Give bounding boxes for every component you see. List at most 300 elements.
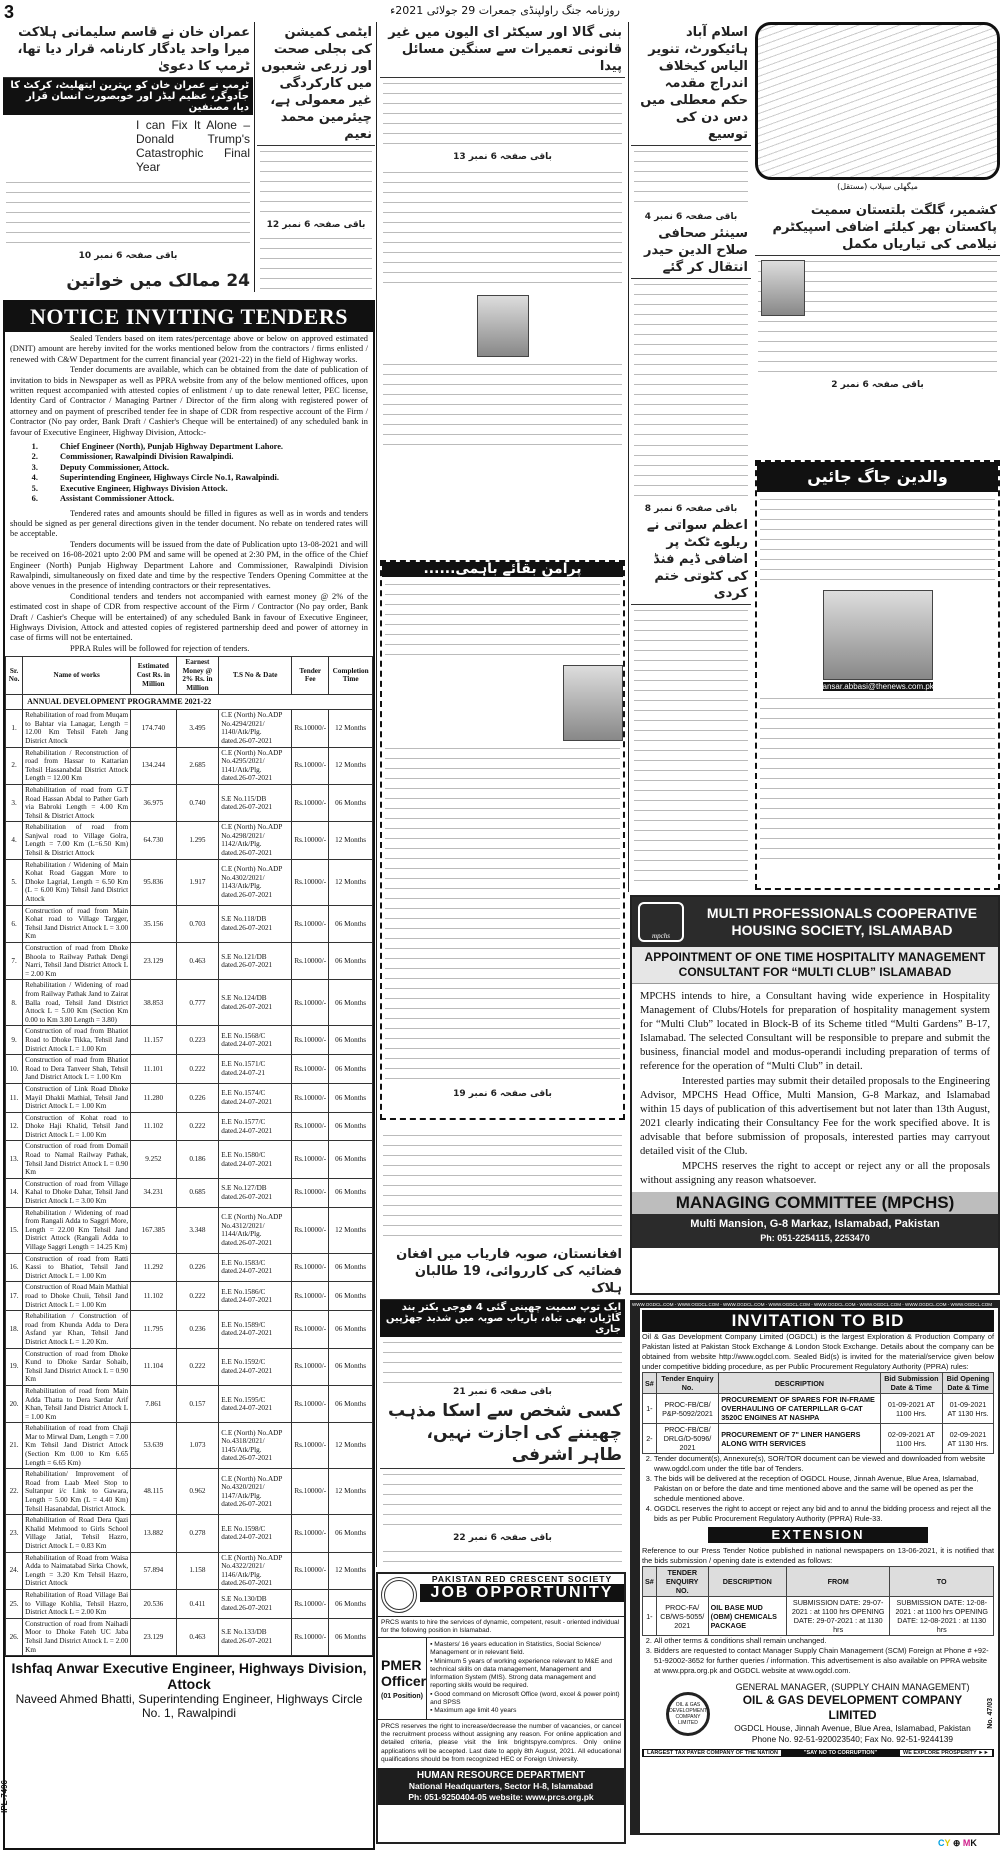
serial-number: 12. <box>6 1112 23 1141</box>
nuclear-continued: باقی صفحہ 6 نمبر 12 <box>266 220 366 230</box>
page-number: 3 <box>4 2 15 22</box>
earnest-money: 0.222 <box>176 1348 219 1385</box>
ts-number-date: C.E (North) No.ADP No.4295/2021/ 1141/Atk/Plg. dated.26-07-2021 <box>219 747 292 784</box>
completion-time: 06 Months <box>329 1385 373 1422</box>
estimated-cost: 53.639 <box>131 1423 176 1469</box>
earnest-money: 0.236 <box>176 1311 219 1348</box>
work-name: Construction of road from Bhatiot Road to Dhoke Tikka, Tehsil Jand District Attock L = 1.00 Km <box>23 1026 131 1055</box>
ts-number-date: E.E No.1598/C dated.24-07-2021 <box>219 1515 292 1552</box>
tender-para-4: Tenders documents will be issued from the date of Publication upto 13-08-2021 and will be received on 16-08-2021 upto 2:00 PM and same will be opened at 2:30 PM, in the office of the Chief Engineer (North) Punjab Highway Department Lahore and Commissioner, Rawalpindi Division Rawalpindi, simultaneously on fixed date and time by the respective Tenders Opening Committee at the above venues in the presence of intending contractors or their representatives. <box>10 539 368 591</box>
bid-column-header: Bid Submission Date & Time <box>880 1373 942 1394</box>
work-name: Construction of Link Road Dhoke Mayil Dhakli Mathial, Tehsil Jand District Attock L = 1.00 Km <box>23 1083 131 1112</box>
ts-number-date: E.E No.1577/C dated.24-07-2021 <box>219 1112 292 1141</box>
ashrafi-continued: باقی صفحہ 6 نمبر 22 <box>453 1533 552 1543</box>
lead-strapline: ٹرمپ نے عمران خان کو بہترین ایتھلیٹ، کرکٹ کا جادوگر، عظیم لیڈر اور خوبصورت انسان قرار دیا، مصنفین <box>3 78 253 115</box>
earnest-money: 0.278 <box>176 1515 219 1552</box>
ashrafi-headline: کسی شخص سے اسکا مذہب چھیننے کی اجازت نہیں، طاہر اشرفی <box>380 1398 625 1469</box>
mpchs-logo-icon: mpchs <box>638 902 684 942</box>
tender-fee: Rs.10000/- <box>292 1515 329 1552</box>
work-name: Rehabilitation / Widening of road from Railway Pathak Jand to Zairat Balla road, Tehsil Jand District Attock L = 5.00 Km (Section Km 0.00 to Km 3.80 Length = 3.80) <box>23 980 131 1026</box>
ogdcl-phone: Phone No. 92-51-920023540; Fax No. 92-51-9244139 <box>751 1734 954 1744</box>
estimated-cost: 11.101 <box>131 1055 176 1084</box>
earnest-money: 0.740 <box>176 784 219 821</box>
ext-from: SUBMISSION DATE: 29-07-2021 : at 1100 hrs OPENING DATE: 29-07-2021 : at 1130 hrs <box>786 1597 890 1636</box>
ogdcl-ad <box>630 1300 1000 1835</box>
lead-story <box>3 22 253 292</box>
completion-time: 06 Months <box>329 1311 373 1348</box>
lead-book-title: I can Fix It Alone – Donald Trump's Catastrophic Final Year <box>136 118 250 174</box>
work-name: Rehabilitation / Construction of road from Khunda Adda to Dera Asfand yar Khan, Tehsil Jand District Attock L = 1.20 Km. <box>23 1311 131 1348</box>
earnest-money: 0.222 <box>176 1112 219 1141</box>
earnest-money: 0.223 <box>176 1026 219 1055</box>
ogdcl-company: OIL & GAS DEVELOPMENT COMPANY LIMITED <box>742 1693 963 1722</box>
tender-row <box>6 710 373 747</box>
ogdcl-side-strip <box>632 1308 640 1833</box>
nuclear-more-text <box>260 235 372 292</box>
serial-number: 20. <box>6 1385 23 1422</box>
peace-headline: پرامن بقائے باہمی...... <box>382 562 623 577</box>
serial-number: 3. <box>6 784 23 821</box>
completion-time: 12 Months <box>329 1423 373 1469</box>
estimated-cost: 57.894 <box>131 1552 176 1589</box>
peace-column <box>380 560 625 1120</box>
tender-fee: Rs.10000/- <box>292 859 329 905</box>
ogdcl-address: OGDCL House, Jinnah Avenue, Blue Area, Islamabad, Pakistan <box>734 1723 971 1733</box>
completion-time: 06 Months <box>329 1055 373 1084</box>
completion-time: 06 Months <box>329 1282 373 1311</box>
mpchs-ad <box>630 895 1000 1295</box>
tender-fee: Rs.10000/- <box>292 1253 329 1282</box>
estimated-cost: 13.882 <box>131 1515 176 1552</box>
mpchs-header <box>632 897 998 947</box>
completion-time: 06 Months <box>329 905 373 942</box>
signature-executive-engineer: Ishfaq Anwar Executive Engineer, Highways Division, Attock <box>5 1656 373 1692</box>
tender-column-header: Name of works <box>23 657 131 694</box>
tender-fee: Rs.10000/- <box>292 710 329 747</box>
work-name: Construction of Kohat road to Dhoke Haji Khalid, Tehsil Jand District Attock L = 1.00 Km <box>23 1112 131 1141</box>
prcs-dept: HUMAN RESOURCE DEPARTMENT <box>416 1769 586 1781</box>
vaccine-body-text <box>634 442 748 502</box>
extension-column-header: S# <box>643 1567 657 1597</box>
serial-number: 24. <box>6 1552 23 1589</box>
bid-opening: 02-09-2021 AT 1130 Hrs. <box>943 1424 994 1454</box>
peace-body-text-2 <box>385 745 620 1085</box>
estimated-cost: 36.975 <box>131 784 176 821</box>
tender-column-header: Sr. No. <box>6 657 23 694</box>
estimated-cost: 7.861 <box>131 1385 176 1422</box>
nuclear-body-text <box>260 148 372 218</box>
serial-number: 16. <box>6 1253 23 1282</box>
serial-number: 25. <box>6 1589 23 1618</box>
estimated-cost: 9.252 <box>131 1141 176 1178</box>
news-photo <box>761 260 805 316</box>
earnest-money: 0.222 <box>176 1055 219 1084</box>
ts-number-date: E.E No.1568/C dated.24-07-2021 <box>219 1026 292 1055</box>
tender-office-item: 6. Assistant Commissioner Attock. <box>40 494 368 504</box>
serial-number: 8. <box>6 980 23 1026</box>
tender-row <box>6 1253 373 1282</box>
ext-serial: 1- <box>643 1597 657 1636</box>
ogdcl-note: 4. OGDCL reserves the right to accept or reject any bid and to annul the bidding process and reject all the bids as per Public Procurement Regulatory Authority (PPRA) Rule-33. <box>654 1504 994 1524</box>
lead-headline: عمران خان نے قاسم سلیمانی ہلاکت میرا واحد یادگار کارنامہ قرار دیا تھا، ٹرمپ کا دعویٰ <box>3 22 253 78</box>
ts-number-date: C.E (North) No.ADP No.4294/2021/ 1140/Atk/Plg. dated.26-07-2021 <box>219 710 292 747</box>
work-name: Rehabilitation / Widening of Main Kohat Road Gaggan More to Dhoke Lagrial, Length = 6.50 Km (L = 6.00 Km) Tehsil Jand District Attock <box>23 859 131 905</box>
reg-mark-m: M <box>962 1838 971 1848</box>
ogdcl-intro: Oil & Gas Development Company Limited (OGDCL) is the largest Exploration & Production Company of Pakistan listed at Pakistan Stock Exchange & London Stock Exchange. Details about the company can be obtained from website http://www.ogdcl.com. Sealed Bid(s) is invited for the material/service given below under competitive bidding procedure, as per Public Procurement Regulatory Authority (PPRA) rules: <box>642 1332 994 1371</box>
peace-continued: باقی صفحہ 6 نمبر 19 <box>453 1089 552 1099</box>
prcs-position-title: PMER Officer <box>381 1656 427 1689</box>
tender-row <box>6 1178 373 1207</box>
mpchs-subtitle-line1: APPOINTMENT OF ONE TIME HOSPITALITY MANAGEMENT <box>644 950 986 964</box>
work-name: Construction of road from Bhatiot Road to Dera Tanveer Shah, Tehsil Jand District Attock L = 1.00 Km <box>23 1055 131 1084</box>
earnest-money: 0.222 <box>176 1282 219 1311</box>
mpchs-para-2: Interested parties may submit their detailed proposals to the Engineering Advisor, MPCHS Head Office, Multi Mansion, G-8 Markaz, and Islamabad within 15 days of publication of this advertisement but not later than 13th August, 2021 clearly indicating their Consultancy Fee for the work specified above. It is advisable that before submission of proposals, interested parties may carryout detailed visit of the Club. <box>640 1076 990 1157</box>
serial-number: 4. <box>6 822 23 859</box>
bid-submission: 01-09-2021 AT 1100 Hrs. <box>880 1394 942 1424</box>
lead-continued: باقی صفحہ 6 نمبر 10 <box>78 251 178 261</box>
earnest-money: 0.703 <box>176 905 219 942</box>
ogdcl-note: 3. The bids will be delivered at the reception of OGDCL House, Jinnah Avenue, Blue Area, Islamabad, Pakistan on or before the date and time mentioned above and the same will be opened as per the schedule mentioned above. <box>654 1474 994 1504</box>
tender-row <box>6 859 373 905</box>
ogdcl-seal-icon: OIL & GAS DEVELOPMENT COMPANY LIMITED <box>666 1692 710 1736</box>
vaccine-continued: باقی صفحہ 6 نمبر 8 <box>644 504 738 514</box>
bid-opening: 01-09-2021 AT 1130 Hrs. <box>943 1394 994 1424</box>
serial-number: 19. <box>6 1348 23 1385</box>
reg-mark-k: K <box>970 1838 977 1848</box>
ihc-headline: اسلام آباد ہائیکورٹ، تنویر الیاس کیخلاف اندراج مقدمہ حکم معطلی میں دس دن کی توسیع <box>631 22 751 146</box>
tender-fee: Rs.10000/- <box>292 1589 329 1618</box>
completion-time: 12 Months <box>329 859 373 905</box>
tender-fee: Rs.10000/- <box>292 905 329 942</box>
bid-serial: 1- <box>643 1394 657 1424</box>
ts-number-date: S.E No.127/DB dated.26-07-2021 <box>219 1178 292 1207</box>
bid-serial: 2- <box>643 1424 657 1454</box>
columnist-email[interactable]: ansar.abbasi@thenews.com.pk <box>822 682 934 691</box>
afghan-body-text <box>383 1339 622 1385</box>
completion-time: 12 Months <box>329 1552 373 1589</box>
tender-fee: Rs.10000/- <box>292 1423 329 1469</box>
parents-body-text <box>760 496 995 586</box>
serial-number: 6. <box>6 905 23 942</box>
extension-column-header: TENDER ENQUIRY NO. <box>656 1567 708 1597</box>
extension-column-header: TO <box>890 1567 994 1597</box>
nuclear-headline: ایٹمی کمیشن کی بجلی صحت اور زرعی شعبوں میں کارکردگی غیر معمولی ہے، چیئرمین محمد نعیم <box>257 22 375 146</box>
tender-fee: Rs.10000/- <box>292 1552 329 1589</box>
slogan-right: WE EXPLORE PROSPERITY ►► <box>900 1750 992 1756</box>
serial-number: 18. <box>6 1311 23 1348</box>
registration-marks <box>938 1838 977 1849</box>
parents-headline: والدین جاگ جائیں <box>757 462 998 492</box>
work-name: Rehabilitation / Reconstruction of road from Hassar to Kattarian Tehsil Hassanabdal District Attock Length = 12.00 Km <box>23 747 131 784</box>
earnest-money: 0.777 <box>176 980 219 1026</box>
ts-number-date: E.E No.1583/C dated.24-07-2021 <box>219 1253 292 1282</box>
earnest-money: 0.186 <box>176 1141 219 1178</box>
bid-column-header: Tender Enquiry No. <box>656 1373 718 1394</box>
ogdcl-slogan-bar <box>642 1749 994 1757</box>
ts-number-date: E.E No.1571/C dated.24-07-21 <box>219 1055 292 1084</box>
estimated-cost: 64.730 <box>131 822 176 859</box>
work-name: Construction of road from Domail Road to Namal Railway Pathak, Tehsil Jand District Attock L = 0.90 Km <box>23 1141 131 1178</box>
serial-number: 1. <box>6 710 23 747</box>
work-name: Rehabilitation of Road Village Bai to Village Kohlia, Tehsil Hazro, District Attock L = 2.00 Km <box>23 1589 131 1618</box>
completion-time: 06 Months <box>329 1141 373 1178</box>
work-name: Rehabilitation of road from Main Adda Thatta to Dera Sardar Arif Khan, Tehsil Jand District Attock L = 1.00 Km <box>23 1385 131 1422</box>
ts-number-date: C.E (North) No.ADP No.4318/2021/ 1145/Atk/Plg. dated.26-07-2021 <box>219 1423 292 1469</box>
programme-label: ANNUAL DEVELOPMENT PROGRAMME 2021-22 <box>23 694 373 710</box>
completion-time: 06 Months <box>329 1026 373 1055</box>
prcs-footer <box>378 1768 624 1805</box>
tender-row <box>6 1207 373 1253</box>
ts-number-date: E.E No.1592/C dated.24-07-2021 <box>219 1348 292 1385</box>
prcs-title: JOB OPPORTUNITY <box>420 1584 624 1602</box>
tender-row <box>6 1348 373 1385</box>
column-rule <box>628 22 629 892</box>
mpchs-address: Multi Mansion, G-8 Markaz, Islamabad, Pakistan <box>690 1218 940 1230</box>
tender-row <box>6 1026 373 1055</box>
column-rule <box>254 22 255 292</box>
tender-fee: Rs.10000/- <box>292 1207 329 1253</box>
estimated-cost: 34.231 <box>131 1178 176 1207</box>
completion-time: 06 Months <box>329 1112 373 1141</box>
earnest-money: 3.348 <box>176 1207 219 1253</box>
tender-para-5: Conditional tenders and tenders not accompanied with earnest money @ 2% of the estimated cost in shape of CDR from respective account of the Firm / Contractor (No pay order, Bank Draft / Cashier's Cheque will be entertained) of any scheduled Bank in favour of Executive Engineer, Highways Division, Attock and attested copies of registered partnership deed and power of attorney in case of firms will not be entertained. <box>10 591 368 643</box>
tender-fee: Rs.10000/- <box>292 1141 329 1178</box>
earnest-money: 0.463 <box>176 943 219 980</box>
extension-title: EXTENSION <box>708 1527 928 1543</box>
ts-number-date: E.E No.1589/C dated.24-07-2021 <box>219 1311 292 1348</box>
peace-body-text <box>385 581 620 661</box>
earnest-money: 1.158 <box>176 1552 219 1589</box>
serial-number: 15. <box>6 1207 23 1253</box>
estimated-cost: 48.115 <box>131 1469 176 1515</box>
mpchs-org-line1: MULTI PROFESSIONALS COOPERATIVE <box>706 905 978 921</box>
crescent-logo-icon <box>381 1577 417 1613</box>
ogdcl-title: INVITATION TO BID <box>642 1310 994 1332</box>
railway-story <box>631 440 751 890</box>
mpchs-para-1: MPCHS intends to hire, a Consultant having wide experience in Hospitality Management of Clubs/Hotels for preparation of hospitality management system for “Multi Club” located in Block-B of its Scheme titled “Multi Gardens” B-17, Islamabad. The selected Consultant will be responsible to prepare and submit the business, financial model and modus-operandi including preparation of terms of reference for the operation of “Multi Club” in detail. <box>640 991 990 1072</box>
ts-number-date: C.E (North) No.ADP No.4312/2021/ 1144/Atk/Plg. dated.26-07-2021 <box>219 1207 292 1253</box>
ts-number-date: S.E No.118/DB dated.26-07-2021 <box>219 905 292 942</box>
earnest-money: 0.685 <box>176 1178 219 1207</box>
completion-time: 06 Months <box>329 1589 373 1618</box>
completion-time: 06 Months <box>329 1618 373 1655</box>
tender-row <box>6 1141 373 1178</box>
prcs-address: National Headquarters, Sector H-8, Islamabad <box>408 1780 594 1791</box>
ogdcl-gm: GENERAL MANAGER, (SUPPLY CHAIN MANAGEMENT) <box>735 1682 970 1692</box>
parents-body-text-2 <box>760 695 995 865</box>
ts-number-date: C.E (North) No.ADP No.4298/2021/ 1142/Atk/Plg. dated.26-07-2021 <box>219 822 292 859</box>
serial-number: 2. <box>6 747 23 784</box>
tender-fee: Rs.10000/- <box>292 1469 329 1515</box>
tender-fee: Rs.10000/- <box>292 1618 329 1655</box>
bani-gala-body-text <box>383 80 622 150</box>
afghan-strapline: ایک توپ سمیت چھینی گئی 4 فوجی بکتر بند گاڑیاں بھی تباہ، باریاب صوبہ میں شدید جھڑپیں جاری <box>380 1300 625 1337</box>
ts-number-date: S.E No.130/DB dated.26-07-2021 <box>219 1589 292 1618</box>
tender-office-item: 1. Chief Engineer (North), Punjab Highway Department Lahore. <box>40 442 368 452</box>
tender-office-item: 4. Superintending Engineer, Highways Circle No.1, Rawalpindi. <box>40 473 368 483</box>
masthead-date: روزنامہ جنگ راولپنڈی جمعرات 29 جولائی 2021ء <box>390 4 620 17</box>
bid-row <box>643 1424 994 1454</box>
lower-middle-text <box>383 1132 622 1242</box>
tender-fee: Rs.10000/- <box>292 980 329 1026</box>
ihc-story <box>631 22 751 442</box>
prcs-terms: PRCS reserves the right to increase/decrease the number of vacancies, or cancel the recruitment process without assigning any reason. For online application and detailed criteria, please visit the link brightspyre.com/prcs. Only online applications will be accepted. Last date to apply 8th August, 2021. All educational qualifications should be from recognized HEC or Foreign University. <box>381 1722 621 1764</box>
earnest-money: 0.463 <box>176 1618 219 1655</box>
serial-number: 10. <box>6 1055 23 1084</box>
extension-intro: Reference to our Press Tender Notice published in national newspapers on 13-06-2021, it is notified that the bids submission / opening date is extended as follows: <box>642 1546 994 1565</box>
serial-number: 26. <box>6 1618 23 1655</box>
work-name: Construction of road from Dhoke Kund to Dhoke Sardar Sohaib, Tehsil Jand District Attock L = 0.90 Km <box>23 1348 131 1385</box>
extension-row <box>643 1597 994 1636</box>
prcs-job-ad <box>376 1572 626 1844</box>
middle-body-text-2 <box>383 361 622 451</box>
tender-row <box>6 1083 373 1112</box>
bid-column-header: S# <box>643 1373 657 1394</box>
completion-time: 06 Months <box>329 943 373 980</box>
completion-time: 12 Months <box>329 1469 373 1515</box>
tender-fee: Rs.10000/- <box>292 1083 329 1112</box>
prcs-requirements <box>427 1638 624 1719</box>
parents-column <box>755 460 1000 890</box>
lead-body-text <box>6 179 250 249</box>
slogan-left: LARGEST TAX PAYER COMPANY OF THE NATION <box>644 1750 781 1756</box>
tender-row <box>6 1515 373 1552</box>
tender-fee: Rs.10000/- <box>292 1055 329 1084</box>
estimated-cost: 35.156 <box>131 905 176 942</box>
ts-number-date: C.E (North) No.ADP No.4322/2021/ 1146/Atk/Plg. dated.26-07-2021 <box>219 1552 292 1589</box>
estimated-cost: 134.244 <box>131 747 176 784</box>
reg-mark-c: C <box>938 1838 945 1848</box>
completion-time: 06 Months <box>329 1515 373 1552</box>
reg-mark-y: Y <box>944 1838 951 1848</box>
estimated-cost: 11.157 <box>131 1026 176 1055</box>
work-name: Rehabilitation of road from Chaji Mar to Mirwal Dam, Length = 7.00 Km Tehsil Jand District Attock (Section Km 0.00 to Km 6.65 Length = 6.65 Km) <box>23 1423 131 1469</box>
ts-number-date: E.E No.1580/C dated.24-07-2021 <box>219 1141 292 1178</box>
middle-body-text <box>383 169 622 289</box>
tender-fee: Rs.10000/- <box>292 784 329 821</box>
railway-headline: اعظم سواتی نے ریلوے ٹکٹ پر اضافی ڈیم فنڈ کی کٹوتی ختم کردی <box>631 515 751 605</box>
prcs-contact: Ph: 051-9250404-05 website: www.prcs.org.pk <box>408 1791 594 1802</box>
earnest-money: 0.411 <box>176 1589 219 1618</box>
serial-number: 14. <box>6 1178 23 1207</box>
signature-superintending-engineer: Naveed Ahmed Bhatti, Superintending Engineer, Highways Circle No. 1, Rawalpindi <box>15 1692 363 1721</box>
mpchs-committee: MANAGING COMMITTEE (MPCHS) <box>632 1192 998 1214</box>
completion-time: 12 Months <box>329 822 373 859</box>
programme-row <box>6 694 373 710</box>
estimated-cost: 11.292 <box>131 1253 176 1282</box>
serial-number: 17. <box>6 1282 23 1311</box>
work-name: Construction of road from Ratti Kassi to Bhatiot, Tehsil Jand District Attock L = 1.00 Km <box>23 1253 131 1282</box>
estimated-cost: 38.853 <box>131 980 176 1026</box>
columnist-photo <box>563 665 623 741</box>
ts-number-date: E.E No.1595/C dated.24-07-2021 <box>219 1385 292 1422</box>
estimated-cost: 11.280 <box>131 1083 176 1112</box>
tender-office-item: 3. Deputy Commissioner, Attock. <box>40 463 368 473</box>
tender-row <box>6 822 373 859</box>
journalist-headline: سینئر صحافی صلاح الدین حیدر انتقال کر گئے <box>631 223 751 279</box>
estimated-cost: 95.836 <box>131 859 176 905</box>
completion-time: 06 Months <box>329 980 373 1026</box>
tender-column-header: Estimated Cost Rs. in Million <box>131 657 176 694</box>
serial-number: 13. <box>6 1141 23 1178</box>
tender-enquiry-no: PROC-FB/CB/ P&P-5092/2021 <box>656 1394 718 1424</box>
tender-row <box>6 1112 373 1141</box>
prcs-header <box>378 1574 624 1617</box>
requirement-item: ▪ Maximum age limit 40 years <box>430 1707 621 1715</box>
ts-number-date: S.E No.121/DB dated.26-07-2021 <box>219 943 292 980</box>
tender-fee: Rs.10000/- <box>292 1178 329 1207</box>
estimated-cost: 23.129 <box>131 943 176 980</box>
ext-to: SUBMISSION DATE: 12-08-2021 : at 1100 hrs OPENING DATE: 12-08-2021 : at 1130 hrs <box>890 1597 994 1636</box>
estimated-cost: 11.102 <box>131 1282 176 1311</box>
ts-number-date: S.E No.124/DB dated.26-07-2021 <box>219 980 292 1026</box>
columnist-photo <box>823 590 933 680</box>
women-headline: 24 ممالک میں خواتین <box>3 268 253 292</box>
earnest-money: 2.685 <box>176 747 219 784</box>
tender-para-2: Tender documents are available, which can be obtained from the date of publication of invitation to bids in Newspaper as well as PPRA website from any of the below mentioned offices, upon written request accompanied with attested copies of enlistment / up to date renewal letter, PEC license, Identity Card of Contractor / Managing Partner / Director of the firm along with registered power of attorney and on payment of prescribed tender fee in shape of CDR from respective account of the Firm / Contractor (No pay order, Bank Draft / Cashier's Cheque will be entertained) of any scheduled bank in favour of Executive Engineer, Highway Division, Attock:- <box>10 365 368 437</box>
slogan-middle: "SAY NO TO CORRUPTION" <box>801 1750 880 1756</box>
work-name: Rehabilitation of Road from Waisa Adda to Naimatabad Sirka Chowk, Length = 3.20 Km Tehsil Hazro, District Attock <box>23 1552 131 1589</box>
bid-submission: 02-09-2021 AT 1100 Hrs. <box>880 1424 942 1454</box>
tender-fee: Rs.10000/- <box>292 1348 329 1385</box>
work-name: Rehabilitation of road from Sanjwal road to Village Golra, Length = 7.00 Km (L=6.50 Km) Tehsil & District Attock <box>23 822 131 859</box>
ogdcl-ad-number: No. 47/03 <box>987 1698 994 1729</box>
tender-row <box>6 1589 373 1618</box>
ihc-continued: باقی صفحہ 6 نمبر 4 <box>644 212 738 222</box>
tender-fee: Rs.10000/- <box>292 943 329 980</box>
tender-intro <box>5 332 373 656</box>
serial-number: 9. <box>6 1026 23 1055</box>
bid-column-header: DESCRIPTION <box>719 1373 880 1394</box>
tender-fee: Rs.10000/- <box>292 1112 329 1141</box>
ext-description: OIL BASE MUD (OBM) CHEMICALS PACKAGE <box>708 1597 786 1636</box>
mpchs-org-line2: HOUSING SOCIETY, ISLAMABAD <box>731 922 953 938</box>
extension-note: 2. All other terms & conditions shall remain unchanged. <box>654 1636 994 1646</box>
work-name: Construction of road from Dhoke Bhoola to Railway Pathak Dengi Narri, Tehsil Jand District Attock L = 2.00 Km <box>23 943 131 980</box>
tender-office-item: 2. Commissioner, Rawalpindi Division Rawalpindi. <box>40 452 368 462</box>
tender-para-3: Tendered rates and amounts should be filled in figures as well as in words and tenders should be signed as per general directions given in the tender document. No rebate on tendered rates will be acceptable. <box>10 508 368 539</box>
bid-column-header: Bid Opening Date & Time <box>943 1373 994 1394</box>
ts-number-date: E.E No.1586/C dated.24-07-2021 <box>219 1282 292 1311</box>
news-photo <box>477 295 529 357</box>
kashmir-story <box>755 200 1000 430</box>
nuclear-story <box>257 22 375 292</box>
middle-stories <box>380 22 625 452</box>
tender-column-header: Earnest Money @ 2% Rs. in Million <box>176 657 219 694</box>
ogdcl-notes <box>642 1454 994 1524</box>
completion-time: 12 Months <box>329 1207 373 1253</box>
completion-time: 06 Months <box>329 1253 373 1282</box>
editorial-cartoon <box>755 22 1000 180</box>
work-name: Construction of Road Main Mathial road to Dhoke Chuii, Tehsil Jand District Attock L = 1.00 Km <box>23 1282 131 1311</box>
afghan-continued: باقی صفحہ 6 نمبر 21 <box>453 1387 552 1397</box>
extension-table-header <box>643 1567 994 1597</box>
ashrafi-body-text <box>383 1471 622 1531</box>
ogdcl-extension-table <box>642 1566 994 1636</box>
ogdcl-footer <box>642 1682 994 1745</box>
mpchs-para-3: MPCHS reserves the right to accept or reject any or all the proposals without assigning any reason whatsoever. <box>640 1161 990 1186</box>
earnest-money: 0.157 <box>176 1385 219 1422</box>
serial-number: 21. <box>6 1423 23 1469</box>
estimated-cost: 174.740 <box>131 710 176 747</box>
estimated-cost: 20.536 <box>131 1589 176 1618</box>
prcs-intro: PRCS wants to hire the services of dynamic, competent, result - oriented individual for the following position in Islamabad. <box>378 1617 624 1638</box>
tender-notice <box>3 300 375 1850</box>
work-name: Rehabilitation of road from G.T Road Hassan Abdal to Pather Garh via Babroki Length = 4.00 Km Tehsil & District Attock <box>23 784 131 821</box>
tender-table <box>5 656 373 1656</box>
ts-number-date: C.E (North) No.ADP No.4320/2021/ 1147/Atk/Plg. dated.26-07-2021 <box>219 1469 292 1515</box>
mpchs-contact <box>632 1214 998 1248</box>
